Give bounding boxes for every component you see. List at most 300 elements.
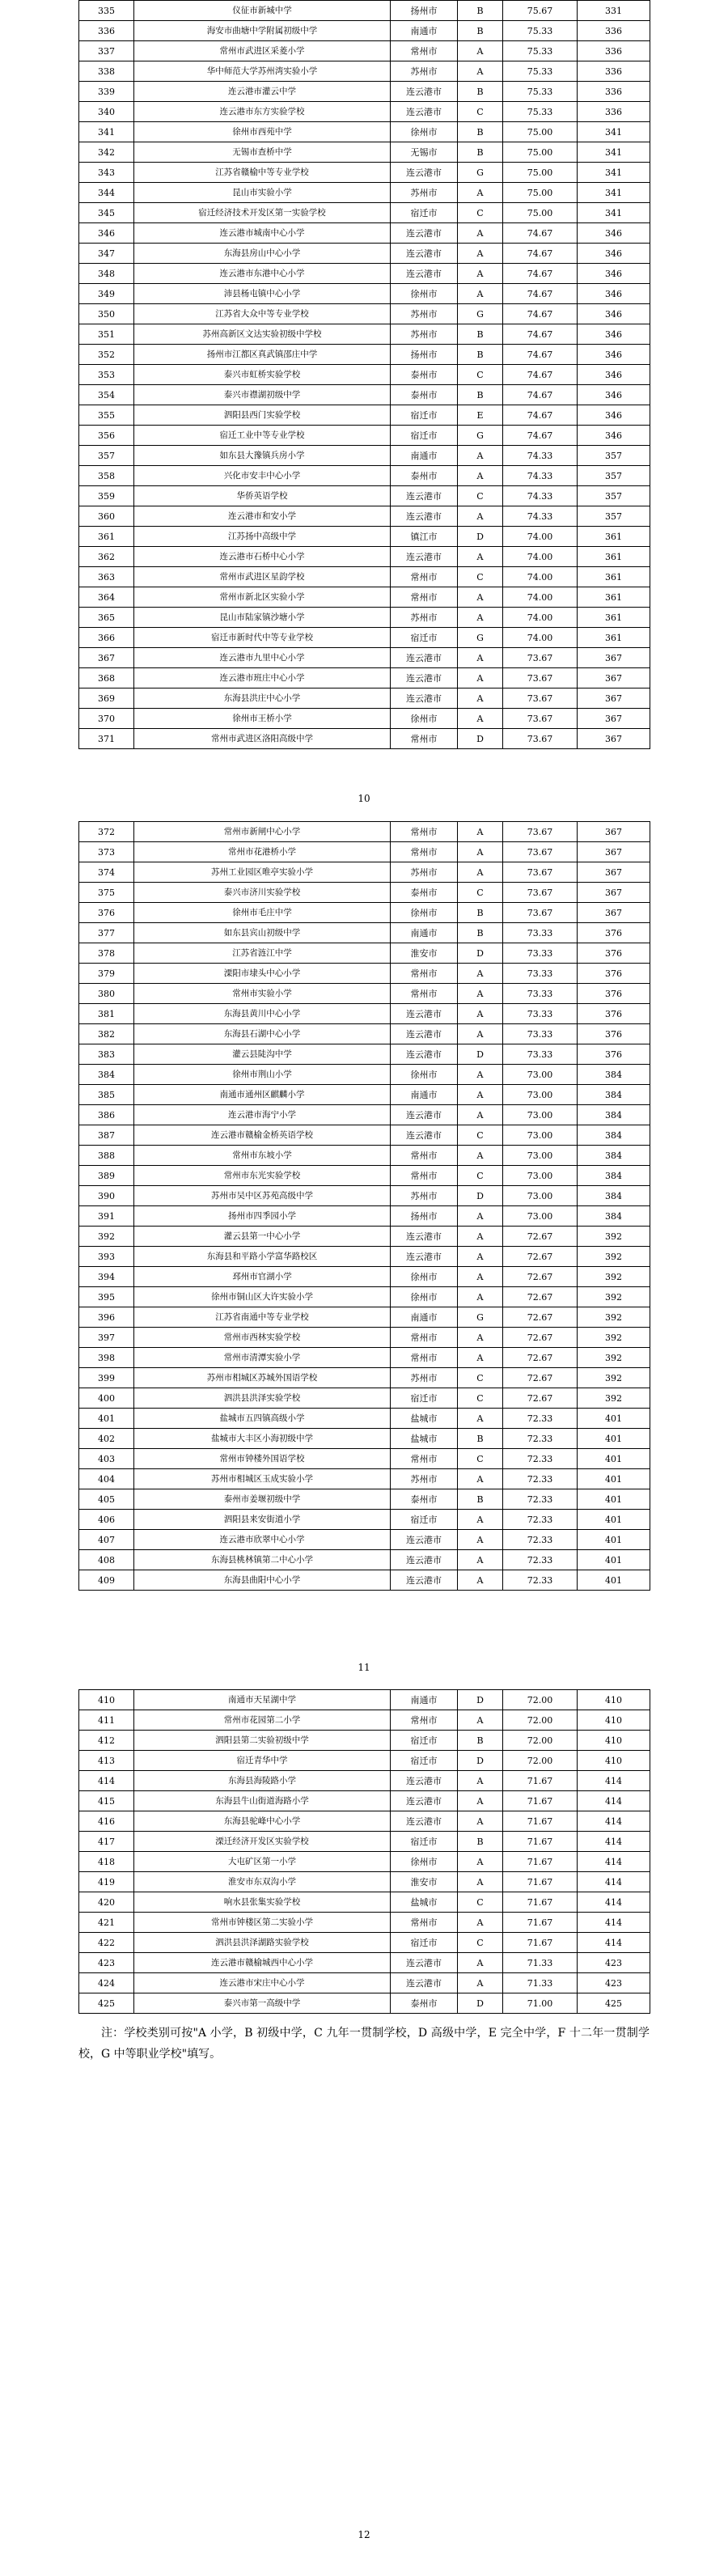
score-cell: 75.33 bbox=[503, 41, 578, 61]
table-row bbox=[79, 1125, 650, 1146]
city-cell: 徐州市 bbox=[391, 1065, 458, 1085]
rank-cell: 354 bbox=[79, 385, 134, 405]
position-cell: 346 bbox=[578, 264, 650, 284]
category-cell: A bbox=[458, 648, 503, 668]
score-cell: 72.00 bbox=[503, 1751, 578, 1771]
category-cell: A bbox=[458, 822, 503, 842]
school-name-cell: 扬州市江都区真武镇邵庄中学 bbox=[134, 345, 391, 365]
table-row bbox=[79, 1206, 650, 1227]
school-name-cell: 沛县杨屯镇中心小学 bbox=[134, 284, 391, 304]
position-cell: 336 bbox=[578, 41, 650, 61]
category-cell: A bbox=[458, 862, 503, 883]
rank-cell: 391 bbox=[79, 1206, 134, 1227]
category-cell: A bbox=[458, 1973, 503, 1993]
city-cell: 宿迁市 bbox=[391, 1510, 458, 1530]
table-row bbox=[79, 527, 650, 547]
school-name-cell: 苏州工业园区唯亭实验小学 bbox=[134, 862, 391, 883]
school-name-cell: 东海县和平路小学富华路校区 bbox=[134, 1247, 391, 1267]
city-cell: 镇江市 bbox=[391, 527, 458, 547]
position-cell: 414 bbox=[578, 1852, 650, 1872]
position-cell: 346 bbox=[578, 385, 650, 405]
city-cell: 苏州市 bbox=[391, 61, 458, 82]
position-cell: 410 bbox=[578, 1731, 650, 1751]
position-cell: 384 bbox=[578, 1085, 650, 1105]
position-cell: 384 bbox=[578, 1105, 650, 1125]
score-cell: 73.00 bbox=[503, 1085, 578, 1105]
rank-cell: 400 bbox=[79, 1388, 134, 1409]
city-cell: 徐州市 bbox=[391, 1287, 458, 1307]
rank-cell: 359 bbox=[79, 486, 134, 506]
school-name-cell: 东海县黄川中心小学 bbox=[134, 1004, 391, 1024]
school-name-cell: 连云港市石桥中心小学 bbox=[134, 547, 391, 567]
table-row bbox=[79, 1690, 650, 1710]
city-cell: 连云港市 bbox=[391, 1125, 458, 1146]
city-cell: 南通市 bbox=[391, 923, 458, 943]
table-row bbox=[79, 1710, 650, 1731]
score-cell: 74.33 bbox=[503, 466, 578, 486]
school-name-cell: 灌云县第一中心小学 bbox=[134, 1227, 391, 1247]
school-name-cell: 连云港市城南中心小学 bbox=[134, 223, 391, 244]
city-cell: 宿迁市 bbox=[391, 1388, 458, 1409]
rank-cell: 344 bbox=[79, 183, 134, 203]
school-name-cell: 常州市西林实验学校 bbox=[134, 1328, 391, 1348]
rank-cell: 398 bbox=[79, 1348, 134, 1368]
table-row bbox=[79, 466, 650, 486]
position-cell: 361 bbox=[578, 628, 650, 648]
category-cell: C bbox=[458, 1166, 503, 1186]
category-cell: A bbox=[458, 1872, 503, 1892]
position-cell: 384 bbox=[578, 1146, 650, 1166]
school-name-cell: 常州市武进区采菱小学 bbox=[134, 41, 391, 61]
score-cell: 71.67 bbox=[503, 1852, 578, 1872]
school-name-cell: 泰兴市襟湖初级中学 bbox=[134, 385, 391, 405]
score-cell: 74.33 bbox=[503, 506, 578, 527]
city-cell: 连云港市 bbox=[391, 102, 458, 122]
category-cell: G bbox=[458, 163, 503, 183]
score-cell: 71.33 bbox=[503, 1953, 578, 1973]
position-cell: 341 bbox=[578, 183, 650, 203]
category-cell: A bbox=[458, 1811, 503, 1832]
category-cell: A bbox=[458, 608, 503, 628]
rank-cell: 387 bbox=[79, 1125, 134, 1146]
category-cell: A bbox=[458, 547, 503, 567]
rank-cell: 415 bbox=[79, 1791, 134, 1811]
category-cell: A bbox=[458, 1771, 503, 1791]
category-cell: B bbox=[458, 82, 503, 102]
position-cell: 423 bbox=[578, 1953, 650, 1973]
score-cell: 75.00 bbox=[503, 122, 578, 142]
table-row bbox=[79, 883, 650, 903]
school-name-cell: 常州市武进区洛阳高级中学 bbox=[134, 729, 391, 749]
category-cell: B bbox=[458, 21, 503, 41]
category-cell: A bbox=[458, 264, 503, 284]
position-cell: 401 bbox=[578, 1530, 650, 1550]
score-cell: 71.67 bbox=[503, 1872, 578, 1892]
category-cell: G bbox=[458, 1307, 503, 1328]
rank-cell: 369 bbox=[79, 688, 134, 709]
city-cell: 连云港市 bbox=[391, 668, 458, 688]
city-cell: 苏州市 bbox=[391, 1469, 458, 1489]
position-cell: 401 bbox=[578, 1489, 650, 1510]
table-row bbox=[79, 1832, 650, 1852]
position-cell: 346 bbox=[578, 405, 650, 426]
category-cell: A bbox=[458, 709, 503, 729]
school-name-cell: 苏州市相城区玉成实验小学 bbox=[134, 1469, 391, 1489]
score-cell: 73.33 bbox=[503, 984, 578, 1004]
position-cell: 367 bbox=[578, 822, 650, 842]
position-cell: 346 bbox=[578, 365, 650, 385]
position-cell: 341 bbox=[578, 122, 650, 142]
city-cell: 宿迁市 bbox=[391, 405, 458, 426]
school-name-cell: 泰兴市济川实验学校 bbox=[134, 883, 391, 903]
position-cell: 401 bbox=[578, 1429, 650, 1449]
school-name-cell: 宿迁工业中等专业学校 bbox=[134, 426, 391, 446]
category-cell: A bbox=[458, 244, 503, 264]
position-cell: 376 bbox=[578, 923, 650, 943]
table-row bbox=[79, 1811, 650, 1832]
table-row bbox=[79, 964, 650, 984]
table-row bbox=[79, 608, 650, 628]
rank-cell: 410 bbox=[79, 1690, 134, 1710]
school-name-cell: 常州市钟楼外国语学校 bbox=[134, 1449, 391, 1469]
position-cell: 346 bbox=[578, 324, 650, 345]
school-name-cell: 响水县张集实验学校 bbox=[134, 1892, 391, 1913]
table-row bbox=[79, 486, 650, 506]
category-cell: D bbox=[458, 729, 503, 749]
city-cell: 徐州市 bbox=[391, 122, 458, 142]
category-cell: B bbox=[458, 324, 503, 345]
school-name-cell: 连云港市东方实验学校 bbox=[134, 102, 391, 122]
page-number: 10 bbox=[358, 793, 370, 804]
city-cell: 常州市 bbox=[391, 964, 458, 984]
position-cell: 376 bbox=[578, 984, 650, 1004]
table-row bbox=[79, 142, 650, 163]
table-row bbox=[79, 1044, 650, 1065]
position-cell: 331 bbox=[578, 1, 650, 21]
position-cell: 367 bbox=[578, 648, 650, 668]
category-cell: A bbox=[458, 1550, 503, 1570]
rank-cell: 350 bbox=[79, 304, 134, 324]
category-cell: B bbox=[458, 1832, 503, 1852]
category-cell: A bbox=[458, 1530, 503, 1550]
city-cell: 泰州市 bbox=[391, 365, 458, 385]
city-cell: 苏州市 bbox=[391, 304, 458, 324]
city-cell: 常州市 bbox=[391, 1328, 458, 1348]
category-cell: A bbox=[458, 1852, 503, 1872]
position-cell: 357 bbox=[578, 446, 650, 466]
city-cell: 宿迁市 bbox=[391, 628, 458, 648]
score-cell: 73.33 bbox=[503, 1004, 578, 1024]
rank-cell: 349 bbox=[79, 284, 134, 304]
rank-cell: 347 bbox=[79, 244, 134, 264]
city-cell: 宿迁市 bbox=[391, 1933, 458, 1953]
score-cell: 72.67 bbox=[503, 1368, 578, 1388]
score-cell: 74.67 bbox=[503, 365, 578, 385]
category-cell: A bbox=[458, 668, 503, 688]
school-name-cell: 常州市花园第二小学 bbox=[134, 1710, 391, 1731]
rank-cell: 341 bbox=[79, 122, 134, 142]
category-cell: A bbox=[458, 223, 503, 244]
rank-cell: 402 bbox=[79, 1429, 134, 1449]
rank-cell: 390 bbox=[79, 1186, 134, 1206]
position-cell: 376 bbox=[578, 1044, 650, 1065]
table-row bbox=[79, 1287, 650, 1307]
position-cell: 376 bbox=[578, 964, 650, 984]
category-cell: A bbox=[458, 506, 503, 527]
score-cell: 73.33 bbox=[503, 943, 578, 964]
score-cell: 71.67 bbox=[503, 1811, 578, 1832]
position-cell: 336 bbox=[578, 82, 650, 102]
position-cell: 414 bbox=[578, 1791, 650, 1811]
table-row bbox=[79, 547, 650, 567]
category-cell: A bbox=[458, 1065, 503, 1085]
city-cell: 扬州市 bbox=[391, 1, 458, 21]
school-name-cell: 灌云县陡沟中学 bbox=[134, 1044, 391, 1065]
position-cell: 414 bbox=[578, 1913, 650, 1933]
score-cell: 73.67 bbox=[503, 709, 578, 729]
city-cell: 徐州市 bbox=[391, 903, 458, 923]
rank-cell: 383 bbox=[79, 1044, 134, 1065]
school-name-cell: 昆山市实验小学 bbox=[134, 183, 391, 203]
score-cell: 73.67 bbox=[503, 822, 578, 842]
category-cell: B bbox=[458, 345, 503, 365]
city-cell: 常州市 bbox=[391, 984, 458, 1004]
rank-cell: 363 bbox=[79, 567, 134, 587]
category-cell: D bbox=[458, 527, 503, 547]
position-cell: 401 bbox=[578, 1469, 650, 1489]
rank-cell: 336 bbox=[79, 21, 134, 41]
category-cell: A bbox=[458, 1105, 503, 1125]
rank-cell: 409 bbox=[79, 1570, 134, 1591]
school-name-cell: 连云港市海宁小学 bbox=[134, 1105, 391, 1125]
school-name-cell: 连云港市宋庄中心小学 bbox=[134, 1973, 391, 1993]
table-row bbox=[79, 1530, 650, 1550]
school-name-cell: 连云港市赣榆金桥英语学校 bbox=[134, 1125, 391, 1146]
table-row bbox=[79, 324, 650, 345]
position-cell: 401 bbox=[578, 1409, 650, 1429]
score-cell: 73.33 bbox=[503, 1044, 578, 1065]
school-name-cell: 仪征市新城中学 bbox=[134, 1, 391, 21]
table-row bbox=[79, 1166, 650, 1186]
rank-cell: 396 bbox=[79, 1307, 134, 1328]
city-cell: 连云港市 bbox=[391, 264, 458, 284]
position-cell: 361 bbox=[578, 567, 650, 587]
category-cell: A bbox=[458, 41, 503, 61]
rank-cell: 397 bbox=[79, 1328, 134, 1348]
category-cell: C bbox=[458, 1368, 503, 1388]
city-cell: 扬州市 bbox=[391, 1206, 458, 1227]
position-cell: 367 bbox=[578, 688, 650, 709]
school-name-cell: 邳州市官湖小学 bbox=[134, 1267, 391, 1287]
rank-cell: 417 bbox=[79, 1832, 134, 1852]
score-cell: 73.00 bbox=[503, 1206, 578, 1227]
position-cell: 414 bbox=[578, 1933, 650, 1953]
table-row bbox=[79, 842, 650, 862]
table-row bbox=[79, 688, 650, 709]
table-row bbox=[79, 1449, 650, 1469]
city-cell: 连云港市 bbox=[391, 1811, 458, 1832]
table-row bbox=[79, 446, 650, 466]
city-cell: 徐州市 bbox=[391, 1267, 458, 1287]
school-name-cell: 东海县洪庄中心小学 bbox=[134, 688, 391, 709]
category-cell: C bbox=[458, 1125, 503, 1146]
city-cell: 常州市 bbox=[391, 41, 458, 61]
category-cell: A bbox=[458, 842, 503, 862]
score-cell: 74.67 bbox=[503, 324, 578, 345]
score-cell: 74.00 bbox=[503, 547, 578, 567]
score-cell: 73.33 bbox=[503, 923, 578, 943]
category-cell: C bbox=[458, 567, 503, 587]
score-cell: 74.00 bbox=[503, 587, 578, 608]
city-cell: 盐城市 bbox=[391, 1429, 458, 1449]
table-row bbox=[79, 1933, 650, 1953]
rank-cell: 381 bbox=[79, 1004, 134, 1024]
score-cell: 72.00 bbox=[503, 1731, 578, 1751]
score-cell: 72.00 bbox=[503, 1690, 578, 1710]
city-cell: 苏州市 bbox=[391, 608, 458, 628]
position-cell: 425 bbox=[578, 1993, 650, 2014]
score-cell: 73.67 bbox=[503, 842, 578, 862]
table-row bbox=[79, 587, 650, 608]
city-cell: 常州市 bbox=[391, 1146, 458, 1166]
city-cell: 淮安市 bbox=[391, 943, 458, 964]
table-row bbox=[79, 1, 650, 21]
position-cell: 357 bbox=[578, 506, 650, 527]
category-cell: C bbox=[458, 486, 503, 506]
category-cell: G bbox=[458, 426, 503, 446]
score-cell: 73.00 bbox=[503, 1105, 578, 1125]
rank-cell: 403 bbox=[79, 1449, 134, 1469]
city-cell: 常州市 bbox=[391, 1913, 458, 1933]
school-name-cell: 大屯矿区第一小学 bbox=[134, 1852, 391, 1872]
table-row bbox=[79, 668, 650, 688]
school-name-cell: 江苏扬中高级中学 bbox=[134, 527, 391, 547]
category-cell: C bbox=[458, 365, 503, 385]
table-row bbox=[79, 862, 650, 883]
rank-cell: 389 bbox=[79, 1166, 134, 1186]
table-row bbox=[79, 163, 650, 183]
table-row bbox=[79, 365, 650, 385]
rank-cell: 424 bbox=[79, 1973, 134, 1993]
rank-cell: 411 bbox=[79, 1710, 134, 1731]
table-row bbox=[79, 1267, 650, 1287]
school-name-cell: 连云港市赣榆城西中心小学 bbox=[134, 1953, 391, 1973]
position-cell: 367 bbox=[578, 668, 650, 688]
rank-cell: 372 bbox=[79, 822, 134, 842]
city-cell: 连云港市 bbox=[391, 1570, 458, 1591]
category-cell: G bbox=[458, 628, 503, 648]
city-cell: 连云港市 bbox=[391, 1530, 458, 1550]
category-cell: A bbox=[458, 964, 503, 984]
position-cell: 341 bbox=[578, 163, 650, 183]
city-cell: 连云港市 bbox=[391, 547, 458, 567]
rank-cell: 414 bbox=[79, 1771, 134, 1791]
table-row bbox=[79, 1004, 650, 1024]
score-cell: 74.00 bbox=[503, 628, 578, 648]
school-name-cell: 徐州市王桥小学 bbox=[134, 709, 391, 729]
position-cell: 367 bbox=[578, 842, 650, 862]
score-cell: 72.67 bbox=[503, 1267, 578, 1287]
score-cell: 72.67 bbox=[503, 1247, 578, 1267]
score-cell: 73.67 bbox=[503, 668, 578, 688]
rank-cell: 371 bbox=[79, 729, 134, 749]
city-cell: 盐城市 bbox=[391, 1409, 458, 1429]
school-name-cell: 泗阳县西门实验学校 bbox=[134, 405, 391, 426]
school-name-cell: 如东县宾山初级中学 bbox=[134, 923, 391, 943]
school-name-cell: 南通市天星湖中学 bbox=[134, 1690, 391, 1710]
position-cell: 414 bbox=[578, 1872, 650, 1892]
table-row bbox=[79, 628, 650, 648]
position-cell: 361 bbox=[578, 527, 650, 547]
table-row bbox=[79, 1570, 650, 1591]
rank-cell: 394 bbox=[79, 1267, 134, 1287]
rank-cell: 365 bbox=[79, 608, 134, 628]
table-row bbox=[79, 345, 650, 365]
rank-cell: 353 bbox=[79, 365, 134, 385]
city-cell: 连云港市 bbox=[391, 506, 458, 527]
position-cell: 367 bbox=[578, 729, 650, 749]
category-cell: C bbox=[458, 102, 503, 122]
school-name-cell: 常州市武进区星韵学校 bbox=[134, 567, 391, 587]
table-row bbox=[79, 183, 650, 203]
city-cell: 宿迁市 bbox=[391, 1832, 458, 1852]
table-row bbox=[79, 264, 650, 284]
position-cell: 376 bbox=[578, 1004, 650, 1024]
school-name-cell: 泗阳县第二实验初级中学 bbox=[134, 1731, 391, 1751]
score-cell: 75.67 bbox=[503, 1, 578, 21]
school-name-cell: 常州市花港桥小学 bbox=[134, 842, 391, 862]
table-row bbox=[79, 1065, 650, 1085]
school-name-cell: 江苏省赣榆中等专业学校 bbox=[134, 163, 391, 183]
score-cell: 71.67 bbox=[503, 1832, 578, 1852]
position-cell: 341 bbox=[578, 142, 650, 163]
table-row bbox=[79, 1348, 650, 1368]
score-cell: 73.67 bbox=[503, 688, 578, 709]
school-name-cell: 江苏省南通中等专业学校 bbox=[134, 1307, 391, 1328]
table-row bbox=[79, 567, 650, 587]
category-cell: E bbox=[458, 405, 503, 426]
category-cell: C bbox=[458, 1892, 503, 1913]
position-cell: 384 bbox=[578, 1125, 650, 1146]
rank-cell: 338 bbox=[79, 61, 134, 82]
score-cell: 71.67 bbox=[503, 1892, 578, 1913]
category-cell: A bbox=[458, 1469, 503, 1489]
score-cell: 74.67 bbox=[503, 284, 578, 304]
score-cell: 74.33 bbox=[503, 446, 578, 466]
table-row bbox=[79, 1872, 650, 1892]
position-cell: 392 bbox=[578, 1307, 650, 1328]
score-cell: 75.33 bbox=[503, 61, 578, 82]
table-row bbox=[79, 1146, 650, 1166]
rank-cell: 413 bbox=[79, 1751, 134, 1771]
school-name-cell: 苏州高新区文达实验初级中学校 bbox=[134, 324, 391, 345]
school-name-cell: 泰州市姜堰初级中学 bbox=[134, 1489, 391, 1510]
position-cell: 367 bbox=[578, 862, 650, 883]
category-cell: A bbox=[458, 587, 503, 608]
position-cell: 384 bbox=[578, 1186, 650, 1206]
rank-cell: 419 bbox=[79, 1872, 134, 1892]
position-cell: 336 bbox=[578, 102, 650, 122]
category-cell: A bbox=[458, 1287, 503, 1307]
category-cell: A bbox=[458, 984, 503, 1004]
city-cell: 常州市 bbox=[391, 842, 458, 862]
city-cell: 南通市 bbox=[391, 1085, 458, 1105]
city-cell: 苏州市 bbox=[391, 1186, 458, 1206]
position-cell: 392 bbox=[578, 1267, 650, 1287]
rank-cell: 386 bbox=[79, 1105, 134, 1125]
school-name-cell: 东海县驼峰中心小学 bbox=[134, 1811, 391, 1832]
rank-cell: 364 bbox=[79, 587, 134, 608]
